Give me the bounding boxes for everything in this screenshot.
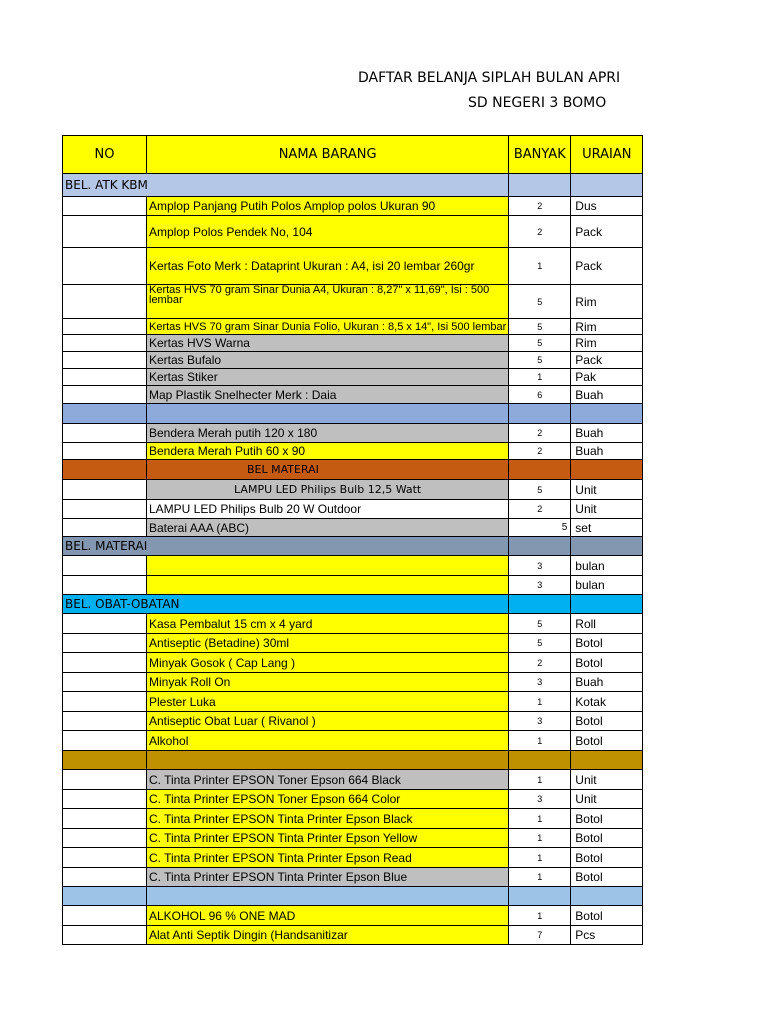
section-row bbox=[63, 460, 643, 480]
item-unit: Botol bbox=[571, 848, 643, 868]
table-row bbox=[63, 369, 643, 386]
header-no: NO bbox=[63, 136, 147, 174]
table-row bbox=[63, 634, 643, 653]
section-label-materai-sub: BEL MATERAI bbox=[147, 460, 509, 480]
section-row bbox=[63, 537, 643, 556]
table-row bbox=[63, 692, 643, 712]
item-name: Alat Anti Septik Dingin (Handsanitizar bbox=[147, 926, 509, 945]
item-unit: Botol bbox=[571, 809, 643, 829]
table-row bbox=[63, 926, 643, 945]
item-quantity: 1 bbox=[509, 868, 571, 887]
item-unit: Pcs bbox=[571, 926, 643, 945]
table-row bbox=[63, 868, 643, 887]
item-unit: Kotak bbox=[571, 692, 643, 712]
item-name: LAMPU LED Philips Bulb 20 W Outdoor bbox=[147, 500, 509, 519]
table-row bbox=[63, 352, 643, 369]
item-unit: Botol bbox=[571, 653, 643, 673]
item-quantity: 1 bbox=[509, 692, 571, 712]
table-row bbox=[63, 319, 643, 335]
school-name: SD NEGERI 3 BOMO bbox=[468, 95, 607, 111]
item-quantity: 2 bbox=[509, 500, 571, 519]
section-label-obat: BEL. OBAT-OBATAN bbox=[63, 595, 509, 614]
item-name: Minyak Gosok ( Cap Lang ) bbox=[147, 653, 509, 673]
header-uraian: URAIAN bbox=[571, 136, 643, 174]
item-unit: Unit bbox=[571, 790, 643, 809]
item-unit: Botol bbox=[571, 634, 643, 653]
item-name: Plester Luka bbox=[147, 692, 509, 712]
item-unit: Buah bbox=[571, 443, 643, 460]
item-name bbox=[147, 556, 509, 576]
item-name: C. Tinta Printer EPSON Tinta Printer Epson Read bbox=[147, 848, 509, 868]
item-name: Kertas HVS 70 gram Sinar Dunia Folio, Ukuran : 8,5 x 14", Isi 500 lembar bbox=[147, 319, 509, 335]
separator-row bbox=[63, 751, 643, 770]
table-row bbox=[63, 653, 643, 673]
item-quantity: 3 bbox=[509, 790, 571, 809]
table-row bbox=[63, 519, 643, 537]
separator-row bbox=[63, 887, 643, 906]
item-unit: Pack bbox=[571, 352, 643, 369]
item-quantity: 1 bbox=[509, 248, 571, 285]
item-quantity: 2 bbox=[509, 653, 571, 673]
item-quantity: 2 bbox=[509, 443, 571, 460]
item-unit: Botol bbox=[571, 712, 643, 731]
table-row bbox=[63, 673, 643, 692]
table-row bbox=[63, 848, 643, 868]
item-quantity: 5 bbox=[509, 319, 571, 335]
item-name: C. Tinta Printer EPSON Tinta Printer Epson Yellow bbox=[147, 829, 509, 848]
item-quantity: 1 bbox=[509, 829, 571, 848]
table-row bbox=[63, 770, 643, 790]
item-unit: Buah bbox=[571, 386, 643, 404]
item-unit: Unit bbox=[571, 480, 643, 500]
table-row bbox=[63, 614, 643, 634]
item-quantity: 1 bbox=[509, 906, 571, 926]
shopping-list-table bbox=[62, 135, 643, 945]
item-name: Bendera Merah Putih 60 x 90 bbox=[147, 443, 509, 460]
table-row bbox=[63, 216, 643, 248]
item-quantity: 1 bbox=[509, 848, 571, 868]
item-name: Bendera Merah putih 120 x 180 bbox=[147, 424, 509, 443]
item-quantity: 1 bbox=[509, 809, 571, 829]
table-row bbox=[63, 335, 643, 352]
item-unit: Roll bbox=[571, 614, 643, 634]
item-name: C. Tinta Printer EPSON Tinta Printer Epson Blue bbox=[147, 868, 509, 887]
item-quantity: 5 bbox=[509, 519, 571, 537]
table-row bbox=[63, 809, 643, 829]
item-name: Antiseptic Obat Luar ( Rivanol ) bbox=[147, 712, 509, 731]
table-row bbox=[63, 829, 643, 848]
item-name: Kertas HVS Warna bbox=[147, 335, 509, 352]
table-row bbox=[63, 386, 643, 404]
item-name: Amplop Polos Pendek No, 104 bbox=[147, 216, 509, 248]
table-row bbox=[63, 906, 643, 926]
item-name: C. Tinta Printer EPSON Tinta Printer Epson Black bbox=[147, 809, 509, 829]
item-quantity: 6 bbox=[509, 386, 571, 404]
item-name: Kertas Stiker bbox=[147, 369, 509, 386]
section-label-atk: BEL. ATK KBM bbox=[63, 174, 509, 197]
item-name: Kasa Pembalut 15 cm x 4 yard bbox=[147, 614, 509, 634]
item-quantity: 7 bbox=[509, 926, 571, 945]
item-unit: Pack bbox=[571, 216, 643, 248]
table-row bbox=[63, 248, 643, 285]
item-quantity: 3 bbox=[509, 556, 571, 576]
item-quantity: 3 bbox=[509, 712, 571, 731]
item-quantity: 2 bbox=[509, 424, 571, 443]
section-row bbox=[63, 595, 643, 614]
table-row bbox=[63, 480, 643, 500]
section-label-materai: BEL. MATERAI bbox=[63, 537, 509, 556]
section-row bbox=[63, 174, 643, 197]
item-quantity: 5 bbox=[509, 634, 571, 653]
item-unit: bulan bbox=[571, 576, 643, 595]
item-unit: set bbox=[571, 519, 643, 537]
item-unit: Pak bbox=[571, 369, 643, 386]
item-quantity: 5 bbox=[509, 352, 571, 369]
table-row bbox=[63, 500, 643, 519]
item-quantity: 1 bbox=[509, 731, 571, 751]
item-quantity: 5 bbox=[509, 614, 571, 634]
item-name: C. Tinta Printer EPSON Toner Epson 664 Color bbox=[147, 790, 509, 809]
item-quantity: 3 bbox=[509, 576, 571, 595]
item-unit: Botol bbox=[571, 906, 643, 926]
table-row bbox=[63, 712, 643, 731]
item-name: Alkohol bbox=[147, 731, 509, 751]
item-quantity: 1 bbox=[509, 770, 571, 790]
table-row bbox=[63, 197, 643, 216]
item-unit: Botol bbox=[571, 829, 643, 848]
item-name: Kertas Bufalo bbox=[147, 352, 509, 369]
item-quantity: 1 bbox=[509, 369, 571, 386]
item-name: C. Tinta Printer EPSON Toner Epson 664 Black bbox=[147, 770, 509, 790]
item-quantity: 5 bbox=[509, 285, 571, 319]
table-row bbox=[63, 285, 643, 319]
header-banyak: BANYAK bbox=[509, 136, 571, 174]
separator-row bbox=[63, 404, 643, 424]
item-name: Kertas Foto Merk : Dataprint Ukuran : A4, isi 20 lembar 260gr bbox=[147, 248, 509, 285]
item-name: Amplop Panjang Putih Polos Amplop polos Ukuran 90 bbox=[147, 197, 509, 216]
item-name bbox=[147, 576, 509, 595]
item-unit: Botol bbox=[571, 868, 643, 887]
item-name: LAMPU LED Philips Bulb 12,5 Watt bbox=[147, 480, 509, 500]
table-row bbox=[63, 556, 643, 576]
item-name: Antiseptic (Betadine) 30ml bbox=[147, 634, 509, 653]
item-name: Kertas HVS 70 gram Sinar Dunia A4, Ukuran : 8,27" x 11,69", Isi : 500 lembar bbox=[147, 285, 509, 319]
item-unit: Unit bbox=[571, 500, 643, 519]
item-quantity: 5 bbox=[509, 335, 571, 352]
table-row bbox=[63, 731, 643, 751]
table-row bbox=[63, 576, 643, 595]
table-row bbox=[63, 790, 643, 809]
item-unit: bulan bbox=[571, 556, 643, 576]
item-unit: Buah bbox=[571, 424, 643, 443]
document-title: DAFTAR BELANJA SIPLAH BULAN APRI bbox=[358, 70, 621, 86]
table-header-row bbox=[63, 136, 643, 174]
table-row bbox=[63, 443, 643, 460]
item-unit: Pack bbox=[571, 248, 643, 285]
item-unit: Rim bbox=[571, 285, 643, 319]
item-quantity: 5 bbox=[509, 480, 571, 500]
item-unit: Botol bbox=[571, 731, 643, 751]
item-name: ALKOHOL 96 % ONE MAD bbox=[147, 906, 509, 926]
item-unit: Buah bbox=[571, 673, 643, 692]
item-quantity: 2 bbox=[509, 197, 571, 216]
item-quantity: 3 bbox=[509, 673, 571, 692]
header-nama-barang: NAMA BARANG bbox=[147, 136, 509, 174]
item-quantity: 2 bbox=[509, 216, 571, 248]
item-unit: Rim bbox=[571, 335, 643, 352]
table-row bbox=[63, 424, 643, 443]
item-unit: Dus bbox=[571, 197, 643, 216]
item-unit: Rim bbox=[571, 319, 643, 335]
item-name: Minyak Roll On bbox=[147, 673, 509, 692]
item-unit: Unit bbox=[571, 770, 643, 790]
item-name: Map Plastik Snelhecter Merk : Daia bbox=[147, 386, 509, 404]
item-name: Baterai AAA (ABC) bbox=[147, 519, 509, 537]
